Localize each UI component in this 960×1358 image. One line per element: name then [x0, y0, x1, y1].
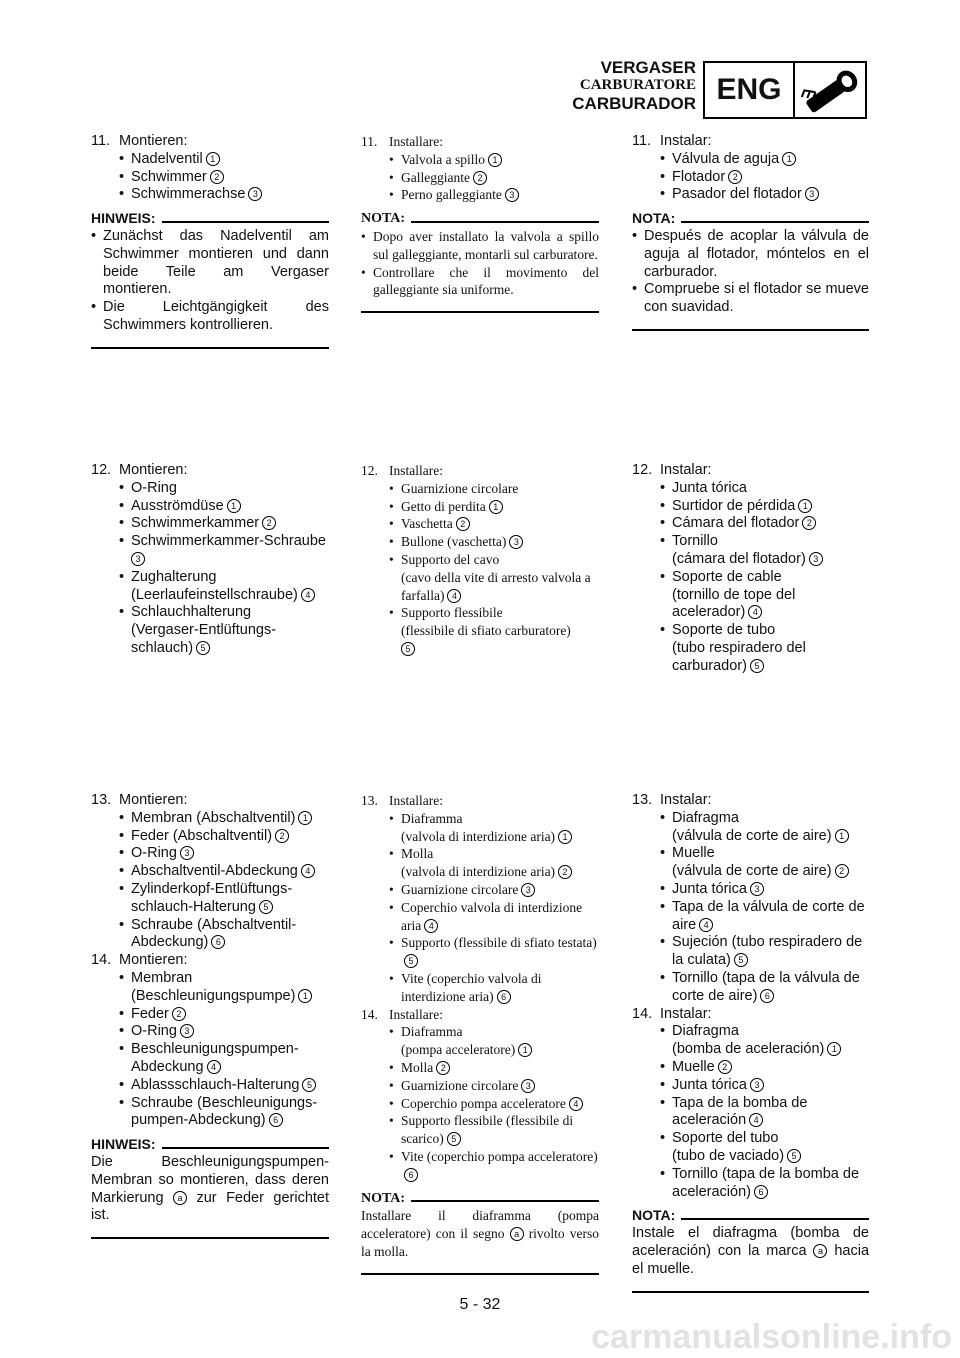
- item-text: Instale el diafragma (bomba de aceleración) con la marca: [632, 1225, 869, 1259]
- item-text: (Vergaser-Entlüftungs-: [131, 622, 277, 639]
- callout-number: 1: [558, 830, 572, 844]
- callout-number: 4: [301, 588, 315, 602]
- item-text: (válvula de corte de aire): [672, 863, 832, 880]
- item-text: Tornillo (tapa de la bomba de aceleración): [672, 1165, 860, 1200]
- callout-number: 1: [488, 153, 502, 167]
- item-text: Instalar:: [660, 792, 712, 808]
- item-text: (tubo respiradero del carburador): [672, 639, 806, 674]
- list-item: [119, 828, 329, 846]
- item-text: (valvola di interdizione aria): [401, 864, 556, 880]
- item-text: Tornillo (tapa de la válvula de corte de aire): [672, 969, 860, 1004]
- item-text: Instalar:: [660, 462, 712, 478]
- callout-number: 4: [699, 918, 713, 932]
- list-item: [389, 186, 599, 204]
- item-text: Flotador: [672, 168, 726, 185]
- item-text: Ablassschlauch-Halterung: [131, 1076, 300, 1093]
- item-text: Instalar:: [660, 1005, 712, 1022]
- item-text: Schwimmer: [131, 168, 207, 185]
- item-text: 11.: [361, 134, 378, 149]
- item-text: Montieren:: [119, 792, 188, 808]
- callout-number: 2: [728, 170, 742, 184]
- list-item: [119, 810, 329, 828]
- callout-number: 4: [301, 864, 315, 878]
- item-text: schlauch): [131, 639, 194, 656]
- it-step-13-block: [361, 792, 599, 1275]
- item-text: Tapa de la válvula de corte de aire: [672, 898, 865, 933]
- step-text: Montieren:: [119, 462, 188, 478]
- list-item: [119, 970, 329, 1006]
- list-item: [660, 169, 869, 187]
- callout-number: 6: [404, 1168, 418, 1182]
- note-item: • Zunächst das Nadelventil am Schwimmer montieren und dann beide Teile am Vergaser montieren.: [91, 228, 329, 299]
- callout-number: 3: [809, 552, 823, 566]
- item-text: Tapa de la bomba de aceleración: [672, 1094, 808, 1129]
- item-text: hacia el muelle.: [632, 1242, 870, 1277]
- list-item: [660, 934, 869, 970]
- list-item: [119, 515, 329, 533]
- note-box: [91, 1136, 329, 1239]
- item-text: Tornillo: [672, 533, 718, 550]
- callout-number: 2: [558, 865, 572, 879]
- note-box: [361, 1190, 599, 1275]
- mark-a: a: [510, 1227, 524, 1241]
- item-text: (valvola di interdizione aria): [401, 828, 556, 844]
- item-text: Installare:: [389, 463, 443, 478]
- item-text: Muelle: [672, 1058, 715, 1075]
- callout-number: 6: [211, 935, 225, 949]
- item-text: 11.: [632, 133, 652, 149]
- item-text: 13.: [361, 793, 378, 808]
- callout-number: 2: [262, 516, 276, 530]
- callout-number: 2: [210, 170, 224, 184]
- callout-number: 2: [456, 517, 470, 531]
- callout-number: 3: [521, 1079, 535, 1093]
- callout-number: 4: [447, 589, 461, 603]
- list-item: [389, 970, 599, 1006]
- list-item: [119, 845, 329, 863]
- item-text: Junta tórica: [672, 1076, 747, 1093]
- list-item: [389, 810, 599, 846]
- es-step-11-block: [632, 133, 869, 331]
- list-item: [389, 1059, 599, 1077]
- list-item: [389, 169, 599, 187]
- item-text: Supporto (flessibile di sfiato testata): [401, 935, 597, 951]
- callout-number: 1: [298, 811, 312, 825]
- item-text: O-Ring: [131, 479, 177, 496]
- list-item: [119, 169, 329, 187]
- item-text: (flessibile di sfiato carburatore): [401, 623, 571, 639]
- item-text: (cavo della vite di arresto valvola a farfalla): [401, 569, 591, 603]
- list-item: [660, 810, 869, 846]
- item-text: Vite (coperchio valvola di interdizione aria): [401, 970, 542, 1004]
- it-step-11-block: [361, 133, 599, 313]
- item-text: 14.: [361, 1006, 378, 1022]
- item-text: Beschleunigungspumpen-: [131, 1041, 299, 1058]
- mark-a: a: [813, 1244, 827, 1258]
- list-item: [119, 151, 329, 169]
- callout-number: 1: [298, 989, 312, 1003]
- list-item: [119, 1023, 329, 1041]
- list-item: [389, 151, 599, 169]
- item-text: Vite (coperchio pompa acceleratore): [401, 1148, 598, 1164]
- item-text: Diaframma: [401, 1024, 463, 1040]
- callout-number: 5: [401, 642, 415, 656]
- item-text: Schraube (Beschleunigungs-: [131, 1094, 318, 1111]
- callout-number: 1: [782, 152, 796, 166]
- item-text: Diaframma: [401, 810, 463, 826]
- item-text: Molla: [401, 846, 434, 862]
- item-text: Soporte de cable: [672, 568, 782, 585]
- callout-number: 1: [827, 1042, 841, 1056]
- item-text: Installare:: [389, 793, 443, 808]
- list-item: [389, 1077, 599, 1095]
- item-text: O-Ring: [131, 845, 177, 862]
- item-text: Installare:: [389, 1006, 443, 1022]
- es-step-13-block: [632, 792, 869, 1293]
- item-text: Cámara del flotador: [672, 515, 800, 532]
- item-text: (válvula de corte de aire): [672, 827, 832, 844]
- item-text: Coperchio valvola di interdizione aria: [401, 899, 583, 933]
- callout-number: 4: [424, 919, 438, 933]
- callout-number: 6: [269, 1113, 283, 1127]
- item-text: Installare il diaframma (pompa acceleratore) con il segno: [361, 1208, 599, 1242]
- list-item: [119, 498, 329, 516]
- list-item: [660, 970, 869, 1006]
- callout-number: 4: [749, 1113, 763, 1127]
- item-text: pumpen-Abdeckung): [131, 1112, 266, 1129]
- eng-label: ENG: [716, 73, 782, 106]
- item-text: (pompa acceleratore): [401, 1042, 516, 1058]
- item-text: Feder (Abschaltventil): [131, 827, 273, 844]
- item-text: Pasador del flotador: [672, 186, 802, 203]
- item-text: Schwimmerkammer: [131, 515, 260, 532]
- item-text: Membran (Abschaltventil): [131, 809, 296, 826]
- list-item: [660, 151, 869, 169]
- item-text: Instalar:: [660, 133, 712, 149]
- note-box: [632, 210, 869, 331]
- note-item: • Die Leichtgängigkeit des Schwimmers kontrollieren.: [91, 299, 329, 335]
- callout-number: 5: [787, 1149, 801, 1163]
- wrench-icon: [797, 65, 865, 115]
- list-item: [389, 480, 599, 498]
- callout-number: 3: [505, 188, 519, 202]
- es-step-12-block: [632, 462, 869, 676]
- item-text: 13.: [632, 792, 653, 808]
- list-item: [660, 515, 869, 533]
- item-text: Abdeckung: [131, 1058, 204, 1075]
- item-text: Soporte del tubo: [672, 1130, 779, 1147]
- list-item: [660, 1095, 869, 1131]
- list-item: [660, 1023, 869, 1059]
- list-item: [389, 1148, 599, 1184]
- list-item: [389, 515, 599, 533]
- callout-number: 3: [131, 552, 145, 566]
- it-step-12-block: [361, 462, 599, 658]
- callout-number: 2: [172, 1007, 186, 1021]
- callout-number: 2: [473, 171, 487, 185]
- item-text: Ausströmdüse: [131, 497, 224, 514]
- list-item: [660, 1130, 869, 1166]
- item-text: Supporto flessibile: [401, 605, 503, 621]
- item-text: Die Beschleunigungspumpen-Membran so montieren, dass deren Markierung: [91, 1153, 329, 1206]
- callout-number: 3: [180, 1024, 194, 1038]
- step-number: 11.: [91, 133, 111, 149]
- list-item: [389, 899, 599, 935]
- callout-number: 3: [248, 187, 262, 201]
- item-text: NOTA:: [361, 211, 406, 227]
- item-text: Guarnizione circolare: [401, 480, 519, 496]
- list-item: [389, 533, 599, 551]
- item-text: Guarnizione circolare: [401, 1077, 519, 1093]
- item-text: Schwimmerachse: [131, 186, 246, 203]
- list-item: [119, 533, 329, 569]
- item-text: Schlauchhalterung: [131, 604, 252, 621]
- item-text: Coperchio pompa acceleratore: [401, 1095, 566, 1111]
- list-item: [389, 1095, 599, 1113]
- callout-number: 2: [718, 1060, 732, 1074]
- item-text: Nadelventil: [131, 150, 203, 167]
- item-text: 14.: [632, 1005, 653, 1022]
- list-item: [660, 845, 869, 881]
- callout-number: 4: [569, 1097, 583, 1111]
- item-text: Molla: [401, 1059, 434, 1075]
- item-text: (cámara del flotador): [672, 550, 806, 567]
- note-title: HINWEIS:: [91, 210, 156, 227]
- list-item: [389, 1023, 599, 1059]
- item-text: O-Ring: [131, 1023, 177, 1040]
- list-item: [119, 881, 329, 917]
- callout-number: 6: [754, 1185, 768, 1199]
- list-item: [119, 1006, 329, 1024]
- item-text: zur Feder gerichtet ist.: [91, 1189, 330, 1224]
- item-text: Galleggiante: [401, 169, 470, 185]
- list-item: [119, 604, 329, 657]
- de-step-12-block: [91, 462, 329, 658]
- callout-number: 5: [750, 659, 764, 673]
- item-text: rivolto verso la molla.: [361, 1226, 600, 1259]
- list-item: [119, 1077, 329, 1095]
- item-text: Feder: [131, 1005, 169, 1022]
- item-text: (bomba de aceleración): [672, 1041, 825, 1058]
- item-text: Válvula de aguja: [672, 150, 780, 167]
- list-item: [389, 881, 599, 899]
- item-text: Abdeckung): [131, 934, 209, 951]
- callout-number: 2: [835, 864, 849, 878]
- callout-number: 3: [509, 535, 523, 549]
- step-number: 12.: [91, 462, 112, 478]
- list-item: [389, 604, 599, 657]
- item-text: Membran: [131, 969, 193, 986]
- item-text: NOTA:: [361, 1190, 406, 1206]
- list-item: [119, 917, 329, 953]
- item-text: (Beschleunigungspumpe): [131, 987, 296, 1004]
- callout-number: 5: [447, 1132, 461, 1146]
- de-step-13-block: [91, 792, 329, 1239]
- list-item: [389, 1112, 599, 1148]
- section-title-de: VERGASER: [600, 58, 696, 77]
- list-item: [660, 480, 869, 498]
- list-item: [119, 186, 329, 204]
- item-text: Guarnizione circolare: [401, 881, 519, 897]
- item-text: Perno galleggiante: [401, 187, 502, 203]
- callout-number: 1: [518, 1043, 532, 1057]
- list-item: [660, 533, 869, 569]
- list-item: [660, 569, 869, 622]
- callout-number: 4: [748, 605, 762, 619]
- list-item: [119, 569, 329, 605]
- item-text: Junta tórica: [672, 880, 747, 897]
- page-number: 5 - 32: [459, 1296, 501, 1313]
- item-text: NOTA:: [632, 1207, 676, 1224]
- item-text: Getto di perdita: [401, 498, 486, 514]
- badge-divider: [793, 63, 795, 117]
- item-text: Installare:: [389, 134, 443, 149]
- note-item: • Después de acoplar la válvula de aguja al flotador, móntelos en el carburador.: [632, 228, 869, 281]
- list-item: [119, 1095, 329, 1131]
- callout-number: 1: [206, 152, 220, 166]
- callout-number: 3: [805, 187, 819, 201]
- list-item: [660, 186, 869, 204]
- list-item: [660, 1166, 869, 1202]
- list-item: [389, 845, 599, 881]
- callout-number: 1: [835, 829, 849, 843]
- de-step-11-block: [91, 133, 329, 349]
- item-text: (tornillo de tope del acelerador): [672, 586, 796, 621]
- item-text: Zughalterung: [131, 568, 217, 585]
- list-item: [389, 551, 599, 604]
- item-text: HINWEIS:: [91, 1136, 156, 1153]
- callout-number: 4: [207, 1060, 221, 1074]
- section-title-it: CARBURATORE: [579, 77, 696, 93]
- callout-number: 6: [760, 989, 774, 1003]
- item-text: Surtidor de pérdida: [672, 497, 796, 514]
- callout-number: 2: [802, 516, 816, 530]
- list-item: [660, 899, 869, 935]
- item-text: Diafragma: [672, 1023, 739, 1040]
- item-text: Bullone (vaschetta): [401, 534, 507, 550]
- callout-number: 5: [196, 641, 210, 655]
- item-text: Abschaltventil-Abdeckung: [131, 863, 298, 880]
- item-text: 12.: [632, 462, 653, 478]
- callout-number: 3: [750, 882, 764, 896]
- item-text: schlauch-Halterung: [131, 898, 256, 915]
- watermark: carmanualsonline.info: [591, 1318, 952, 1356]
- item-text: NOTA:: [632, 210, 676, 227]
- item-text: (Leerlaufeinstellschraube): [131, 586, 298, 603]
- list-item: [119, 480, 329, 498]
- callout-number: 3: [750, 1078, 764, 1092]
- item-text: Muelle: [672, 845, 715, 862]
- item-text: 13.: [91, 792, 112, 808]
- item-text: Schwimmerkammer-Schraube: [131, 533, 326, 550]
- note-box: [91, 210, 329, 349]
- item-text: (tubo de vaciado): [672, 1147, 785, 1164]
- step-text: Montieren:: [119, 133, 188, 149]
- callout-number: 1: [227, 499, 241, 513]
- list-item: [660, 881, 869, 899]
- callout-number: 3: [180, 846, 194, 860]
- note-box: [632, 1207, 869, 1292]
- item-text: Junta tórica: [672, 479, 747, 496]
- list-item: [119, 1041, 329, 1077]
- list-item: [660, 1077, 869, 1095]
- callout-number: 2: [275, 829, 289, 843]
- note-box: [361, 210, 599, 313]
- item-text: Supporto del cavo: [401, 551, 500, 567]
- note-item: • Dopo aver installato la valvola a spillo sul galleggiante, montarli sul carburatore.: [361, 228, 599, 264]
- section-title-es: CARBURADOR: [572, 94, 696, 113]
- callout-number: 5: [259, 900, 273, 914]
- item-text: 14.: [91, 952, 112, 969]
- list-item: [660, 498, 869, 516]
- callout-number: 1: [798, 499, 812, 513]
- callout-number: 5: [302, 1078, 316, 1092]
- list-item: [660, 622, 869, 675]
- list-item: [389, 498, 599, 516]
- item-text: Montieren:: [119, 952, 188, 969]
- note-item: • Controllare che il movimento del galleggiante sia uniforme.: [361, 264, 599, 300]
- item-text: Vaschetta: [401, 516, 453, 532]
- callout-number: 3: [521, 883, 535, 897]
- item-text: Schraube (Abschaltventil-: [131, 916, 297, 933]
- item-text: Sujeción (tubo respiradero de la culata): [672, 934, 863, 969]
- item-text: Supporto flessibile (flessibile di scarico): [401, 1113, 574, 1147]
- item-text: 12.: [361, 463, 378, 478]
- item-text: Zylinderkopf-Entlüftungs-: [131, 880, 293, 897]
- mark-a: a: [173, 1191, 187, 1205]
- note-item: • Compruebe si el flotador se mueve con suavidad.: [632, 281, 869, 317]
- callout-number: 5: [404, 954, 418, 968]
- callout-number: 2: [436, 1061, 450, 1075]
- item-text: Diafragma: [672, 809, 739, 826]
- eng-badge: [703, 61, 867, 119]
- callout-number: 6: [497, 990, 511, 1004]
- list-item: [660, 1059, 869, 1077]
- callout-number: 5: [734, 953, 748, 967]
- item-text: Soporte de tubo: [672, 622, 776, 639]
- list-item: [389, 934, 599, 970]
- callout-number: 1: [489, 500, 503, 514]
- item-text: Valvola a spillo: [401, 151, 485, 167]
- list-item: [119, 863, 329, 881]
